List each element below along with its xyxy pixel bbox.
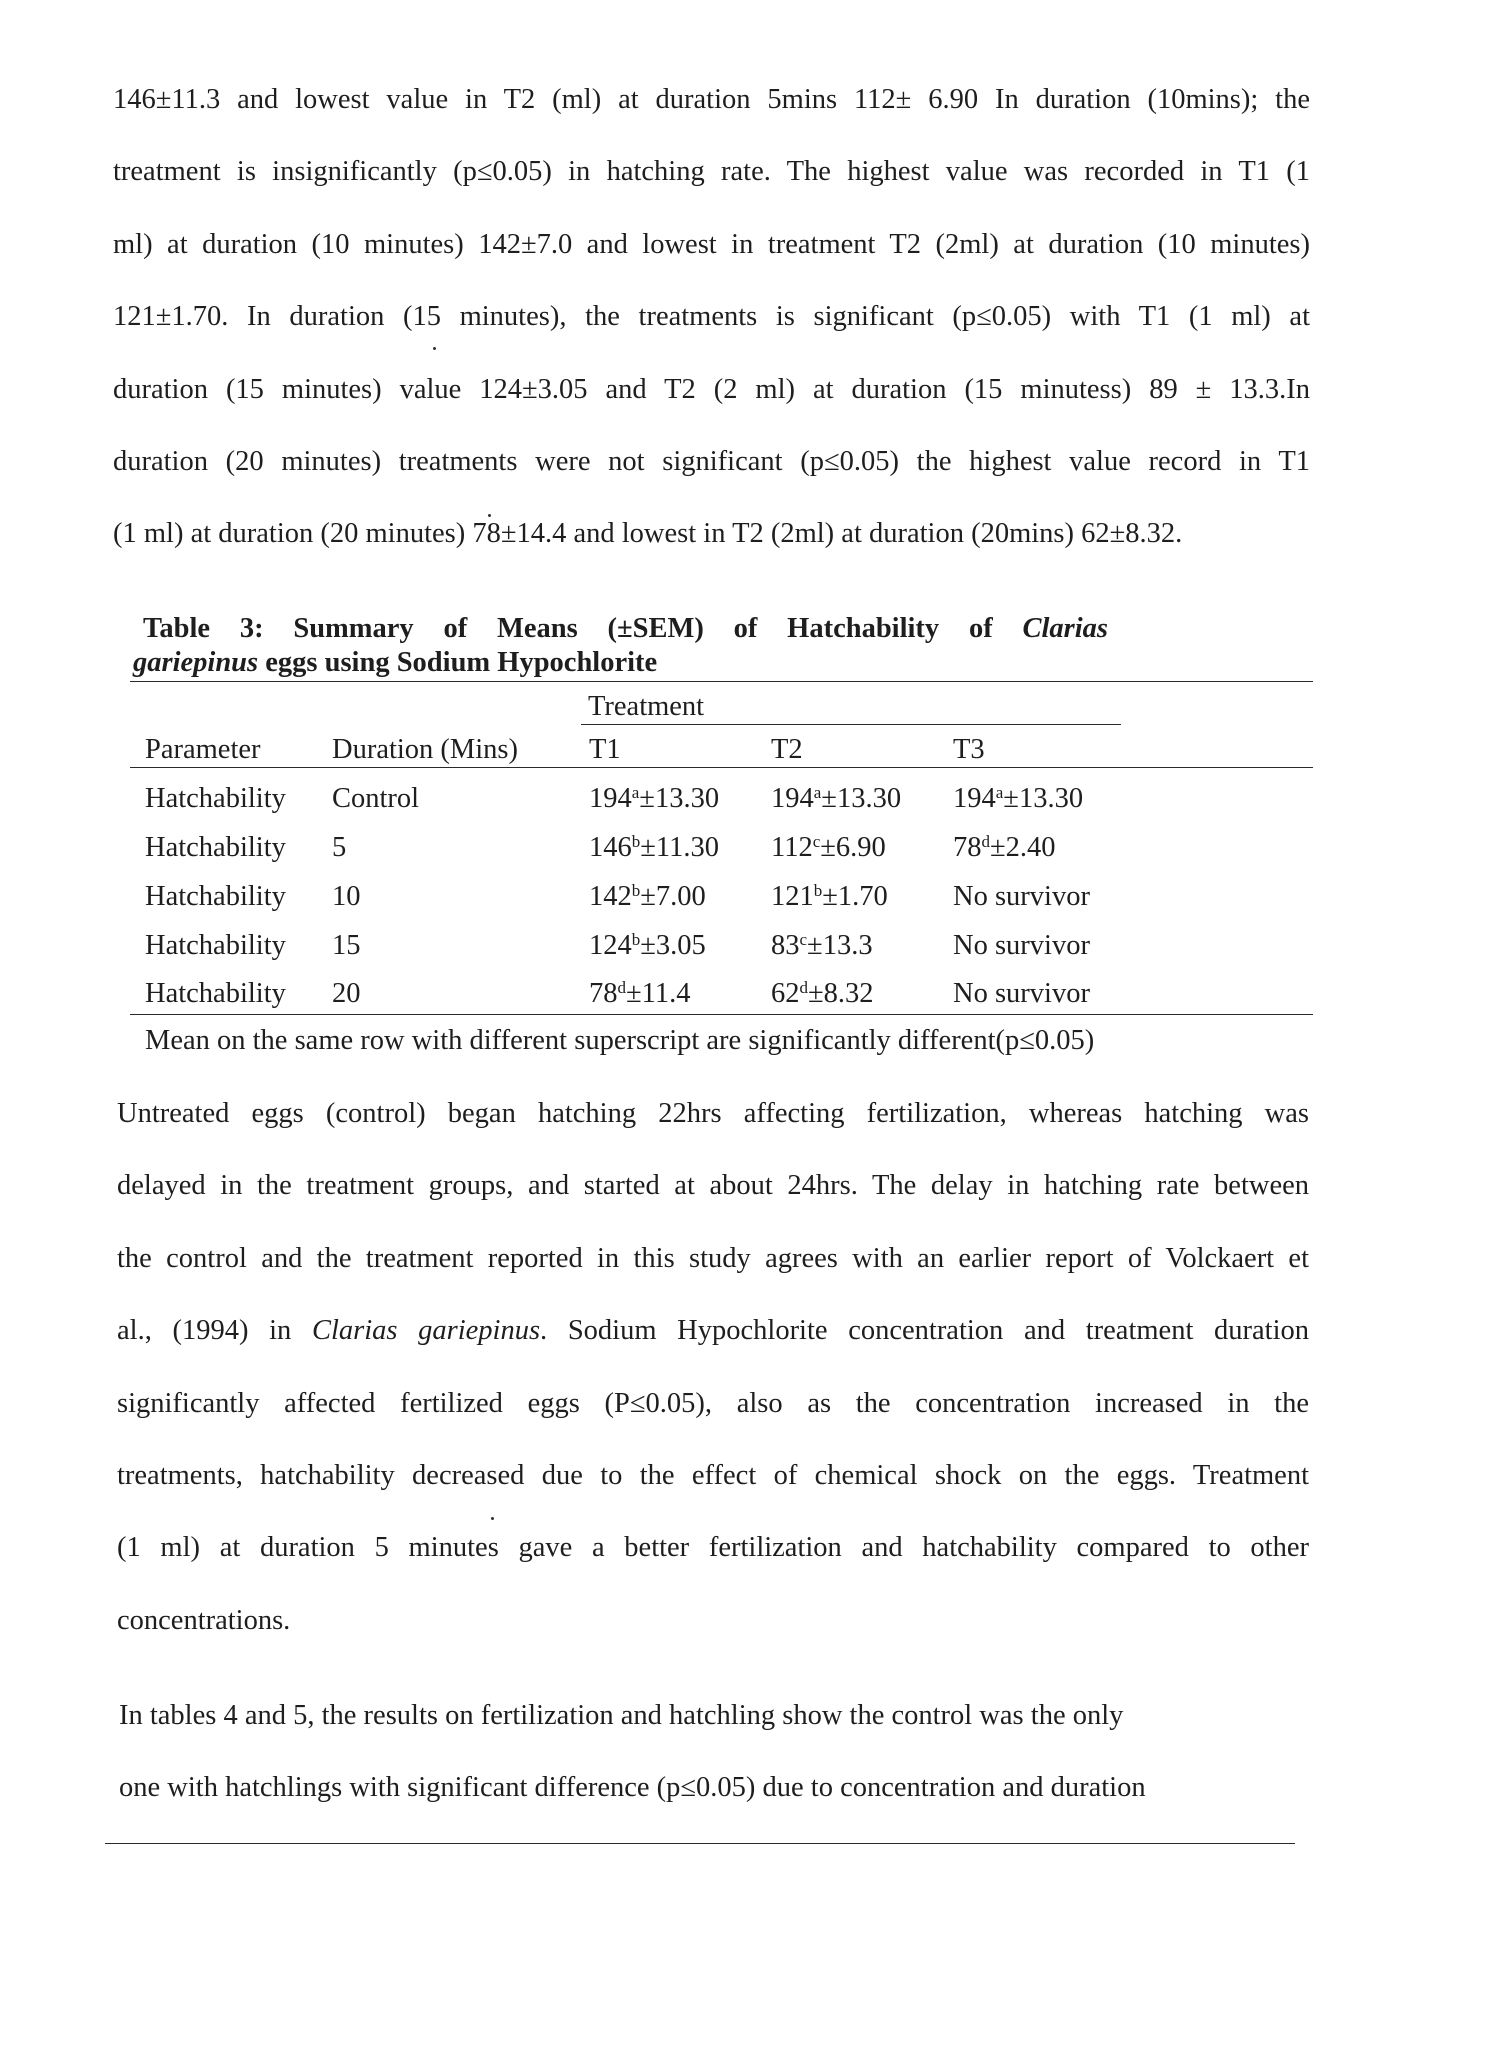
text-line: In tables 4 and 5, the results on fertilization and hatchling show the control was the only bbox=[119, 1700, 1124, 1731]
table-cell-t1 bbox=[589, 929, 706, 963]
text-line: duration (15 minutes) value 124±3.05 and T2 (2 ml) at duration (15 minutess) 89 ± 13.3.In bbox=[113, 373, 1310, 405]
text-line bbox=[117, 1440, 1309, 1512]
text-line: duration (20 minutes) treatments were not significant (p≤0.05) the highest value record in T1 bbox=[113, 446, 1310, 478]
cell-mean: 83 bbox=[771, 930, 800, 961]
text-segment: treatments, hatchability decreased due to the effect of chemical shock on the eggs. Treatment bbox=[117, 1460, 1309, 1492]
table-header-rule bbox=[130, 767, 1313, 768]
caption-text: Table 3: Summary of Means (±SEM) of Hatchability of bbox=[143, 613, 1023, 644]
cell-sem: ±7.00 bbox=[640, 881, 706, 912]
cell-superscript: d bbox=[981, 832, 990, 851]
table-cell-t2 bbox=[771, 880, 888, 914]
table-cell-parameter: Hatchability bbox=[145, 832, 286, 863]
table-cell-parameter: Hatchability bbox=[145, 930, 286, 961]
caption-species-name: gariepinus bbox=[133, 647, 259, 678]
table-cell-t2 bbox=[771, 977, 874, 1011]
table-cell-t1 bbox=[589, 880, 706, 914]
table-bottom-rule bbox=[130, 1014, 1313, 1015]
table-top-rule bbox=[130, 681, 1313, 682]
cell-superscript: b bbox=[631, 930, 641, 949]
treatment-group-rule bbox=[581, 724, 1121, 725]
cell-superscript: b bbox=[631, 881, 641, 900]
text-line bbox=[117, 1585, 1309, 1657]
table-header-duration: Duration (Mins) bbox=[332, 734, 519, 765]
table-caption bbox=[133, 612, 1108, 680]
text-line: (1 ml) at duration (20 minutes) 78±14.4 and lowest in T2 (2ml) at duration (20mins) 62±8.32. bbox=[113, 518, 1183, 550]
cell-sem: ±6.90 bbox=[820, 832, 886, 863]
cell-mean: No survivor bbox=[953, 978, 1090, 1009]
scan-speck bbox=[433, 347, 436, 350]
text-line bbox=[117, 1295, 1309, 1367]
text-line: treatment is insignificantly (p≤0.05) in hatching rate. The highest value was recorded in T1 (1 bbox=[113, 156, 1310, 188]
cell-sem: ±11.30 bbox=[640, 832, 719, 863]
text-line: 121±1.70. In duration (15 minutes), the treatments is significant (p≤0.05) with T1 (1 ml) at bbox=[113, 301, 1310, 333]
text-line: 146±11.3 and lowest value in T2 (ml) at duration 5mins 112± 6.90 In duration (10mins); the bbox=[113, 84, 1310, 115]
table-cell-duration: 15 bbox=[332, 930, 361, 961]
cell-sem: ±13.3 bbox=[807, 930, 873, 961]
cell-mean: 112 bbox=[771, 832, 813, 863]
cell-superscript: a bbox=[631, 783, 640, 802]
scan-speck bbox=[488, 514, 491, 517]
cell-sem: ±13.30 bbox=[821, 783, 902, 814]
table-cell-t3 bbox=[953, 782, 1083, 816]
cell-mean: No survivor bbox=[953, 881, 1090, 912]
cell-sem: ±13.30 bbox=[1003, 783, 1084, 814]
cell-mean: 142 bbox=[589, 881, 632, 912]
text-line bbox=[117, 1150, 1309, 1222]
cell-sem: ±2.40 bbox=[990, 832, 1056, 863]
cell-mean: 194 bbox=[953, 783, 996, 814]
cell-superscript: d bbox=[617, 978, 626, 997]
caption-species-genus: Clarias bbox=[1022, 613, 1108, 644]
table-header-parameter: Parameter bbox=[145, 734, 261, 765]
cell-sem: ±13.30 bbox=[639, 783, 720, 814]
text-segment: significantly affected fertilized eggs (P≤0.05), also as the concentration increased in the bbox=[117, 1387, 1309, 1419]
table-cell-duration: Control bbox=[332, 783, 420, 814]
cell-sem: ±3.05 bbox=[640, 930, 706, 961]
results-paragraph-top bbox=[113, 64, 1310, 571]
species-name-italic: Clarias gariepinus bbox=[311, 1315, 541, 1347]
cell-sem: ±8.32 bbox=[808, 978, 874, 1009]
cell-superscript: b bbox=[813, 881, 823, 900]
text-segment: (1 ml) at duration 5 minutes gave a better fertilization and hatchability compared to other bbox=[117, 1532, 1309, 1564]
table-cell-t1 bbox=[589, 977, 690, 1011]
cell-superscript: a bbox=[995, 783, 1004, 802]
cell-mean: 78 bbox=[589, 978, 618, 1009]
text-line bbox=[117, 1368, 1309, 1440]
text-line: ml) at duration (10 minutes) 142±7.0 and lowest in treatment T2 (2ml) at duration (10 minutes) bbox=[113, 228, 1310, 260]
caption-text-end: eggs using Sodium Hypochlorite bbox=[258, 647, 658, 678]
table-cell-t1 bbox=[589, 782, 719, 816]
text-line bbox=[117, 1512, 1309, 1584]
cell-superscript: c bbox=[812, 832, 821, 851]
cell-mean: 194 bbox=[771, 783, 814, 814]
table-cell-parameter: Hatchability bbox=[145, 881, 286, 912]
cell-mean: 146 bbox=[589, 832, 632, 863]
table-cell-duration: 10 bbox=[332, 881, 361, 912]
cell-mean: No survivor bbox=[953, 930, 1090, 961]
table-cell-t3 bbox=[953, 880, 1090, 914]
cell-mean: 78 bbox=[953, 832, 982, 863]
table-header-t2: T2 bbox=[771, 734, 803, 765]
scan-speck bbox=[491, 1517, 494, 1520]
table-cell-t3 bbox=[953, 831, 1056, 865]
table-cell-t1 bbox=[589, 831, 719, 865]
cell-mean: 62 bbox=[771, 978, 800, 1009]
table-cell-t3 bbox=[953, 977, 1090, 1011]
cell-superscript: a bbox=[813, 783, 822, 802]
text-segment: concentrations. bbox=[117, 1604, 291, 1636]
text-segment: . Sodium Hypochlorite concentration and treatment duration bbox=[540, 1315, 1309, 1347]
table-cell-parameter: Hatchability bbox=[145, 783, 286, 814]
table-cell-duration: 20 bbox=[332, 978, 361, 1009]
text-segment: al., (1994) in bbox=[117, 1315, 312, 1347]
cell-sem: ±11.4 bbox=[626, 978, 691, 1009]
cell-mean: 121 bbox=[771, 881, 814, 912]
cell-superscript: d bbox=[799, 978, 808, 997]
table-cell-parameter: Hatchability bbox=[145, 978, 286, 1009]
text-line bbox=[117, 1078, 1309, 1150]
results-paragraph-bottom bbox=[119, 1680, 1269, 1825]
cell-superscript: c bbox=[799, 930, 808, 949]
text-line: one with hatchlings with significant difference (p≤0.05) due to concentration and duration bbox=[119, 1772, 1146, 1804]
cell-sem: ±1.70 bbox=[822, 881, 888, 912]
table-footnote: Mean on the same row with different superscript are significantly different(p≤0.05) bbox=[145, 1025, 1095, 1056]
text-line bbox=[117, 1223, 1309, 1295]
cell-superscript: b bbox=[631, 832, 641, 851]
text-segment: the control and the treatment reported in this study agrees with an earlier report of Volckaert et bbox=[117, 1242, 1309, 1274]
cell-mean: 194 bbox=[589, 783, 632, 814]
table-header-t1: T1 bbox=[589, 734, 621, 765]
table-cell-t2 bbox=[771, 929, 873, 963]
table-cell-t3 bbox=[953, 929, 1090, 963]
table-cell-t2 bbox=[771, 831, 886, 865]
text-segment: delayed in the treatment groups, and started at about 24hrs. The delay in hatching rate between bbox=[117, 1170, 1309, 1202]
text-segment: Untreated eggs (control) began hatching 22hrs affecting fertilization, whereas hatching was bbox=[117, 1098, 1309, 1129]
footnote-separator-rule bbox=[105, 1843, 1295, 1844]
table-header-t3: T3 bbox=[953, 734, 985, 765]
cell-mean: 124 bbox=[589, 930, 632, 961]
table-cell-t2 bbox=[771, 782, 901, 816]
table-cell-duration: 5 bbox=[332, 832, 347, 863]
table-group-header: Treatment bbox=[588, 691, 705, 722]
discussion-paragraph bbox=[117, 1078, 1309, 1657]
